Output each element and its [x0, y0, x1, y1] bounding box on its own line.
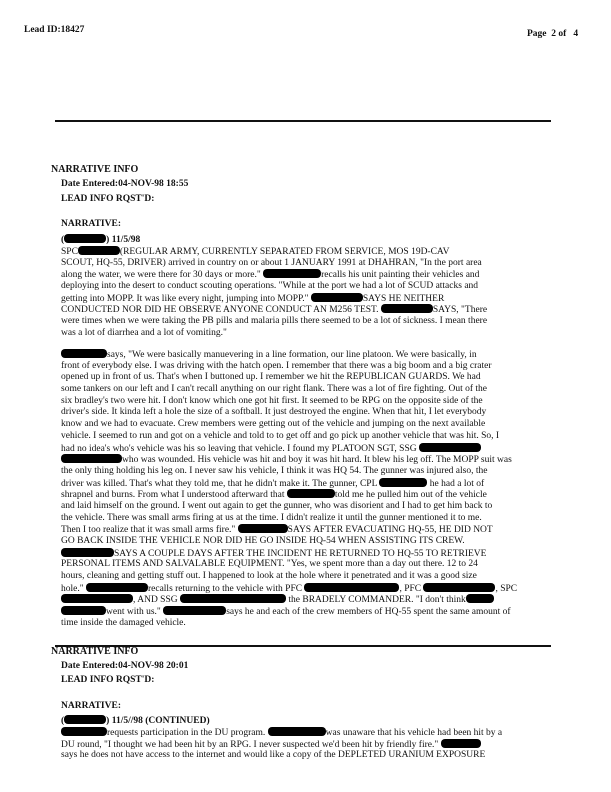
narrative-date-line: ( ) 11/5//98 (CONTINUED) — [61, 716, 210, 726]
redaction — [61, 548, 114, 557]
redaction — [163, 606, 226, 615]
section-title: NARRATIVE INFO — [51, 646, 139, 657]
redaction — [287, 489, 335, 498]
section-title: NARRATIVE INFO — [51, 164, 139, 175]
narrative-paragraph: says, "We were basically manuevering in a line formation, our line platoon. We were basically, in front of everybody else. I was driving with the hatch open. I remember that there was a big boom and a big crater opened up in front of us. That's when I buttoned up. I remember we hit the REPUBLICAN GUARDS. We had some tankers on our left and I can't recall anything on our right flank. There was a lot of fire fighting. Out of the six bradley's two were hit. I don't know which one got hit first. It seemed to be RPG on the opposite side of the driver's side. It kinda left a hole the size of a softball. It just destroyed the engine. When that hit, I let everybody know and we had to evacuate. Crew members were getting out of the vehicle and jumping on the next available vehicle. I seemed to run and got on a vehicle and told to to get off and go pick up another vehicle that was hit. So, I had no idea's who's vehicle was his so leaving that vehicle. I found my PLATOON SGT, SSG who was wounded. His vehicle was hit and boy it was hit hard. It blew his leg off. The MOPP suit was the only thing holding his leg on. I never saw his vehicle, I think it was HQ 54. The gunner was injured also, the driver was killed. That's what they told me, that he didn't make it. The gunner, CPL he had a lot of shrapnel and burns. From what I understood afterward that told me he pulled him out of the vehicle and laid himself on the ground. I went out again to get the gunner, who was disorient and I had to get him back to the vehicle. There was small arms firing at us at the time. I didn't realize it until the gunner mentioned it to me. Then I too realize that it was small arms fire." SAYS AFTER EVACUATING HQ-55, HE DID NOT GO BACK INSIDE THE VEHICLE NOR DID HE GO INSIDE HQ-54 WHEN ASSISTING ITS CREW. SAYS A COUPLE DAYS AFTER THE INCIDENT HE RETURNED TO HQ-55 TO RETRIEVE PERSONAL ITEMS AND SALVALABLE EQUIPMENT. "Yes, we spent more than a day out there. 12 to 24 hours, cleaning and getting stuff out. I happened to look at the hole where it penetrated and it was a good size hole." recalls returning to the vehicle with PFC , PFC , SPC , AND SSG the BRADELY COMMANDER. "I don't think went with us." says he and each of the crew members of HQ-55 spent the same amount of time inside the damaged vehicle. — [61, 350, 518, 628]
redaction — [61, 727, 107, 736]
redaction — [180, 594, 286, 603]
redaction — [64, 715, 106, 724]
redaction — [304, 583, 399, 592]
redaction — [441, 739, 481, 748]
redaction — [263, 269, 321, 278]
redaction — [311, 293, 363, 302]
date-entered: Date Entered:04-NOV-98 18:55 — [61, 179, 189, 189]
page-number: Page 2 of 4 — [527, 29, 579, 39]
redaction — [268, 727, 326, 736]
narrative-label: NARRATIVE: — [61, 219, 121, 229]
redaction — [238, 524, 288, 533]
redaction — [61, 349, 107, 358]
redaction — [78, 246, 120, 255]
redaction — [381, 304, 433, 313]
lead-id: Lead ID:18427 — [24, 25, 85, 35]
narrative-paragraph: SPC (REGULAR ARMY, CURRENTLY SEPARATED FROM SERVICE, MOS 19D-CAV SCOUT, HQ-55, DRIVER) arrived in country on or about 1 JANUARY 1991 at DHAHRAN, "In the port area along the water, we were there for 30 days or more." recalls his unit painting their vehicles and deploying into the desert to conduct scouting operations. "While at the port we had a lot of SCUD attacks and getting into MOPP. It was like every night, jumping into MOPP." SAYS HE NEITHER CONDUCTED NOR DID HE OBSERVE ANYONE CONDUCT AN M256 TEST. SAYS, "There were times when we were taking the PB pills and malaria pills there seemed to be a lot of sickness. I mean there was a lot of diarrhea and a lot of vomiting." — [61, 247, 488, 338]
redaction — [379, 478, 427, 487]
narrative-paragraph: requests participation in the DU program. was unaware that his vehicle had been hit by a DU round, "I thought we had been hit by an RPG. I never suspected we'd been hit by friendly fire." says he does not have access to the internet and would like a copy of the DEPLETED URANIUM EXPOSURE — [61, 728, 503, 761]
redaction — [86, 583, 148, 592]
redaction — [64, 234, 106, 243]
date-entered: Date Entered:04-NOV-98 20:01 — [61, 661, 189, 671]
redaction — [61, 454, 122, 463]
redaction — [61, 594, 133, 603]
lead-info-requested: LEAD INFO RQST'D: — [61, 194, 155, 204]
redaction — [466, 594, 494, 603]
narrative-date-line: ( ) 11/5/98 — [61, 235, 141, 245]
lead-info-requested: LEAD INFO RQST'D: — [61, 675, 155, 685]
redaction — [423, 583, 495, 592]
header-divider — [55, 120, 551, 122]
redaction — [419, 443, 481, 452]
redaction — [61, 606, 106, 615]
narrative-label: NARRATIVE: — [61, 701, 121, 711]
